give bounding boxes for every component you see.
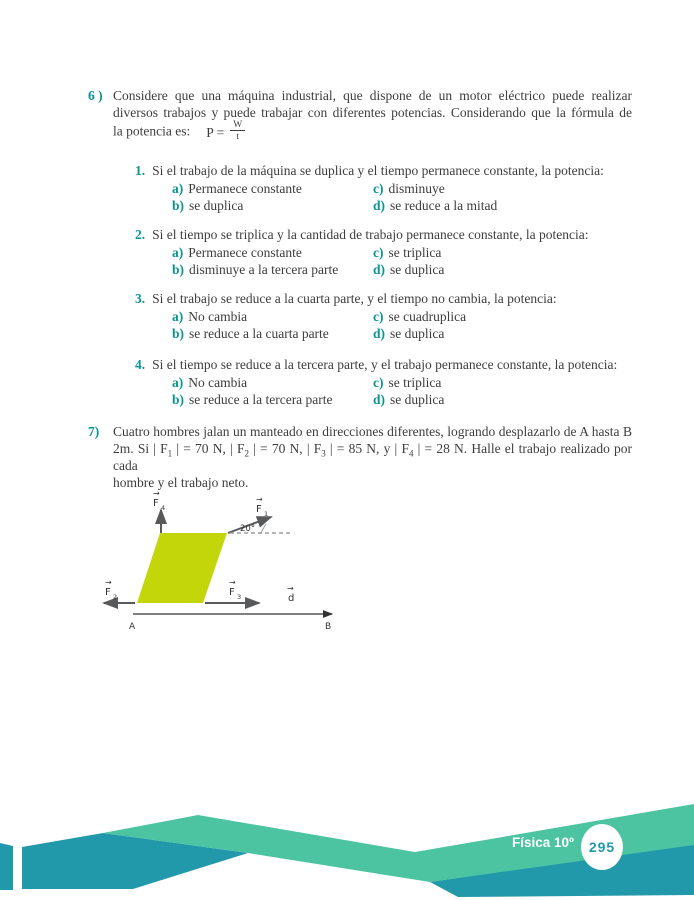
option-c-letter: c) [373, 309, 384, 324]
f4-vector-arrow-icon: → [153, 489, 160, 498]
option-b-letter: b) [172, 326, 185, 341]
question-3-number: 3. [135, 291, 146, 306]
f4-label: F [153, 498, 159, 509]
question-4-text: Si el tiempo se reduce a la tercera parte, y el trabajo permanece constante, la potencia: [152, 357, 618, 372]
option-d-letter: d) [373, 326, 386, 341]
option-a-text: Permanece constante [188, 245, 302, 260]
option-a-letter: a) [172, 181, 184, 196]
option-a [172, 180, 373, 197]
f3-subscript: 3 [237, 593, 242, 601]
course-label: Física 10º [512, 835, 574, 850]
option-b-text: disminuye a la tercera parte [189, 262, 339, 277]
question-1-number: 1. [135, 163, 146, 178]
problem-7-line-2: 2m. Si | $F_1$ | = 70 N, | $F_2$ | = 70 N, | $F_3$ | = 85 N, y | $F_4$ | = 28 N. Halle el trabajo realizado por cada [113, 441, 632, 473]
option-b-text: se reduce a la tercera parte [189, 392, 333, 407]
problem-6-number: 6 ) [88, 88, 103, 103]
question-4-options [135, 374, 655, 408]
page-number: 295 [588, 839, 616, 855]
f4-subscript: 4 [161, 504, 166, 512]
problem-6 [88, 87, 632, 144]
blanket-parallelogram [137, 533, 227, 603]
option-b [172, 325, 373, 342]
question-1-text: Si el trabajo de la máquina se duplica y el tiempo permanece constante, la potencia: [152, 163, 604, 178]
question-2-options [135, 244, 655, 278]
option-c-letter: c) [373, 375, 384, 390]
force-diagram [95, 483, 345, 635]
option-a-letter: a) [172, 309, 184, 324]
problem-7-number: 7) [88, 424, 100, 439]
question-3-text: Si el trabajo se reduce a la cuarta parte, y el tiempo no cambia, la potencia: [152, 291, 557, 306]
displacement-label: d [288, 593, 295, 604]
question-4-number: 4. [135, 357, 146, 372]
problem-7-line-1: Cuatro hombres jalan un manteado en direcciones diferentes, logrando desplazarlo de A hasta B [113, 424, 632, 439]
option-b-letter: b) [172, 392, 185, 407]
problem-6-line-2: diversos trabajos y puede trabajar con diferentes potencias. Considerando que la fórmula de [113, 105, 632, 120]
question-2 [135, 226, 655, 278]
question-1 [135, 162, 655, 214]
option-d-text: se duplica [390, 262, 445, 277]
formula-denominator: t [236, 132, 240, 143]
option-c [373, 180, 655, 197]
option-d [373, 325, 655, 342]
problem-6-line-3 [113, 121, 632, 144]
option-a-text: No cambia [188, 309, 248, 324]
problem-7 [88, 423, 632, 491]
option-b-text: se reduce a la cuarta parte [189, 326, 329, 341]
formula-numerator: W [230, 120, 245, 131]
option-c [373, 308, 655, 325]
option-a-text: Permanece constante [188, 181, 302, 196]
question-2-number: 2. [135, 227, 146, 242]
option-c-text: se triplica [388, 245, 442, 260]
option-a [172, 308, 373, 325]
option-d-letter: d) [373, 198, 386, 213]
f2-subscript: 2 [113, 593, 118, 601]
formula-lead-in: la potencia es: [113, 123, 191, 139]
option-c-text: se triplica [388, 375, 442, 390]
footer-left-bar [0, 843, 13, 890]
option-c-text: se cuadruplica [388, 309, 467, 324]
f1-vector-arrow-icon: → [256, 495, 263, 504]
problem-7-text [113, 423, 632, 491]
option-d-text: se reduce a la mitad [390, 198, 498, 213]
point-a-label: A [129, 622, 136, 632]
f3-label: F [229, 587, 235, 598]
option-b [172, 261, 373, 278]
question-2-head [135, 226, 655, 243]
problem-6-text [113, 87, 632, 144]
option-a [172, 374, 373, 391]
option-a-letter: a) [172, 245, 184, 260]
f1-label: F [256, 504, 262, 515]
question-4-head [135, 356, 655, 373]
option-b-text: se duplica [189, 198, 244, 213]
option-d [373, 261, 655, 278]
option-a [172, 244, 373, 261]
question-1-options [135, 180, 655, 214]
option-c-text: disminuye [388, 181, 445, 196]
option-a-text: No cambia [188, 375, 248, 390]
option-a-letter: a) [172, 375, 184, 390]
option-b [172, 197, 373, 214]
d-vector-arrow-icon: → [287, 584, 294, 593]
formula-fraction [230, 120, 245, 143]
question-3 [135, 290, 655, 342]
question-2-text: Si el tiempo se triplica y la cantidad de trabajo permanece constante, la potencia: [152, 227, 589, 242]
option-c-letter: c) [373, 181, 384, 196]
option-b-letter: b) [172, 198, 185, 213]
point-b-label: B [325, 622, 332, 632]
option-d-text: se duplica [390, 326, 445, 341]
option-d [373, 197, 655, 214]
f2-vector-arrow-icon: → [105, 578, 112, 587]
question-1-head [135, 162, 655, 179]
option-d [373, 391, 655, 408]
power-formula [206, 121, 245, 144]
question-4 [135, 356, 655, 408]
option-d-text: se duplica [390, 392, 445, 407]
option-d-letter: d) [373, 392, 386, 407]
option-c-letter: c) [373, 245, 384, 260]
option-c [373, 374, 655, 391]
f3-vector-arrow-icon: → [229, 578, 236, 587]
problem-6-line-1: Considere que una máquina industrial, que dispone de un motor eléctrico puede realizar [113, 88, 632, 103]
option-b-letter: b) [172, 262, 185, 277]
problem-7-line-3: hombre y el trabajo neto. [113, 475, 249, 490]
option-c [373, 244, 655, 261]
angle-label: 20° [240, 524, 256, 534]
question-3-options [135, 308, 655, 342]
f1-subscript: 1 [264, 510, 269, 518]
footer-ribbon [0, 785, 694, 900]
option-b [172, 391, 373, 408]
f2-label: F [105, 587, 111, 598]
option-d-letter: d) [373, 262, 386, 277]
question-3-head [135, 290, 655, 307]
formula-lhs: P = [206, 124, 225, 140]
